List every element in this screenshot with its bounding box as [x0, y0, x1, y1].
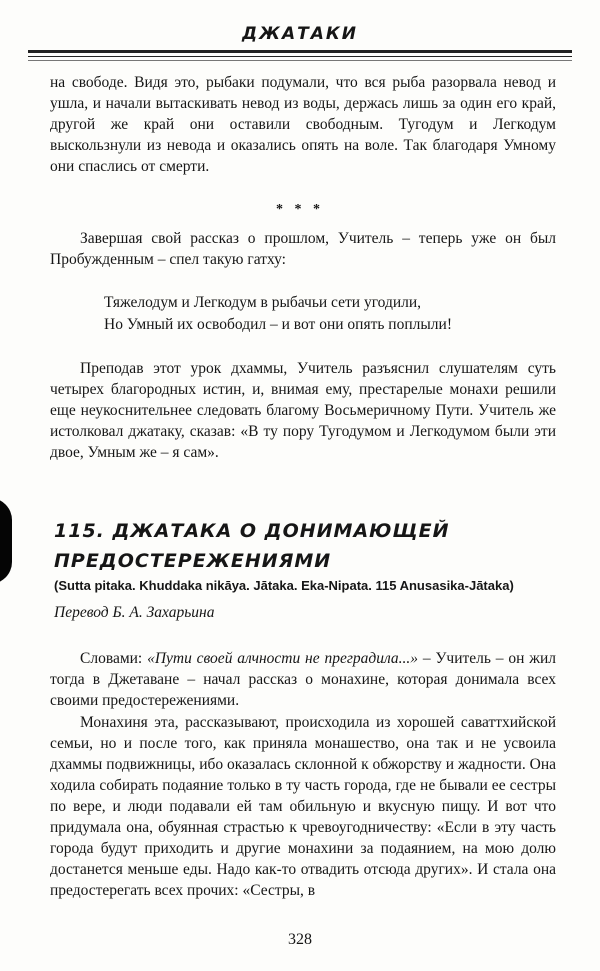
chapter-translator: Перевод Б. А. Захарьина: [54, 604, 215, 621]
verse-line-2: Но Умный их освободил – и вот они опять поплыли!: [104, 316, 452, 333]
section-separator: * * *: [276, 202, 324, 217]
page-number: 328: [288, 931, 312, 948]
running-head: ДЖАТАКИ: [242, 24, 358, 44]
chapter-source: (Sutta pitaka. Khuddaka nikāya. Jātaka. Eka-Nipata. 115 Anusasika-Jātaka): [54, 578, 514, 593]
page-edge-tab: [0, 498, 12, 584]
verse-line-1: Тяжелодум и Легкодум в рыбачьи сети угодили,: [104, 294, 422, 311]
paragraph-chapter-1: [50, 648, 556, 711]
paragraph-intro-3: Преподав этот урок дхаммы, Учитель разъяснил слушателям суть четырех благородных истин, и, внимая ему, престарелые монахи решили еще неукоснительнее следовать благому Восьмеричному Пути. Учитель же истолковал джатаку, сказав: «В ту пору Тугодумом и Легкодумом были эти двое, Умным же – я сам».: [50, 360, 556, 461]
paragraph-intro-2: Завершая свой рассказ о прошлом, Учитель – теперь уже он был Пробужденным – спел такую гатху:: [50, 230, 556, 268]
paragraph-chapter-2: Монахиня эта, рассказывают, происходила из хорошей саваттхийской семьи, но и после того, как приняла монашество, она так и не усвоила дхаммы подвижницы, ибо оказалась склонной к обжорству и жадности. Она ходила собирать подаяние только в ту часть города, где не бывали ее сестры по вере, и люди подавали ей там обильную и вкусную пищу. И вот что придумала она, обуянная страстью к чревоугодничеству: «Если в эту часть города будут приходить и другие монахини за подаянием, на мою долю достанется меньше еды. Надо как-то отвадить отсюда других». И стала она предостерегать всех прочих: «Сестры, в: [50, 714, 556, 899]
header-rule-thin: [28, 56, 572, 57]
paragraph-quote: «Пути своей алчности не преградила...»: [147, 650, 419, 667]
chapter-title: [54, 516, 564, 576]
header-rule-hairline: [28, 60, 572, 61]
paragraph-intro-1: на свободе. Видя это, рыбаки подумали, что вся рыба разорвала невод и ушла, и начали вытаскивать невод из воды, держась лишь за один его край, другой же край они оставили свободным. Тугодум и Легкодум выскользнули из невода и оказались опять на воле. Так благодаря Умному они спаслись от смерти.: [50, 74, 556, 175]
paragraph-rest: – Учитель – он жил тогда в Джетаване – начал рассказ о монахине, которая донимала всех своими предостережениями.: [50, 650, 556, 709]
paragraph-lead: Словами:: [80, 650, 148, 667]
header-rule-thick: [28, 50, 572, 53]
chapter-title-line-2: ПРЕДОСТЕРЕЖЕНИЯМИ: [54, 550, 332, 572]
chapter-title-line-1: 115. ДЖАТАКА О ДОНИМАЮЩЕЙ: [54, 520, 450, 542]
